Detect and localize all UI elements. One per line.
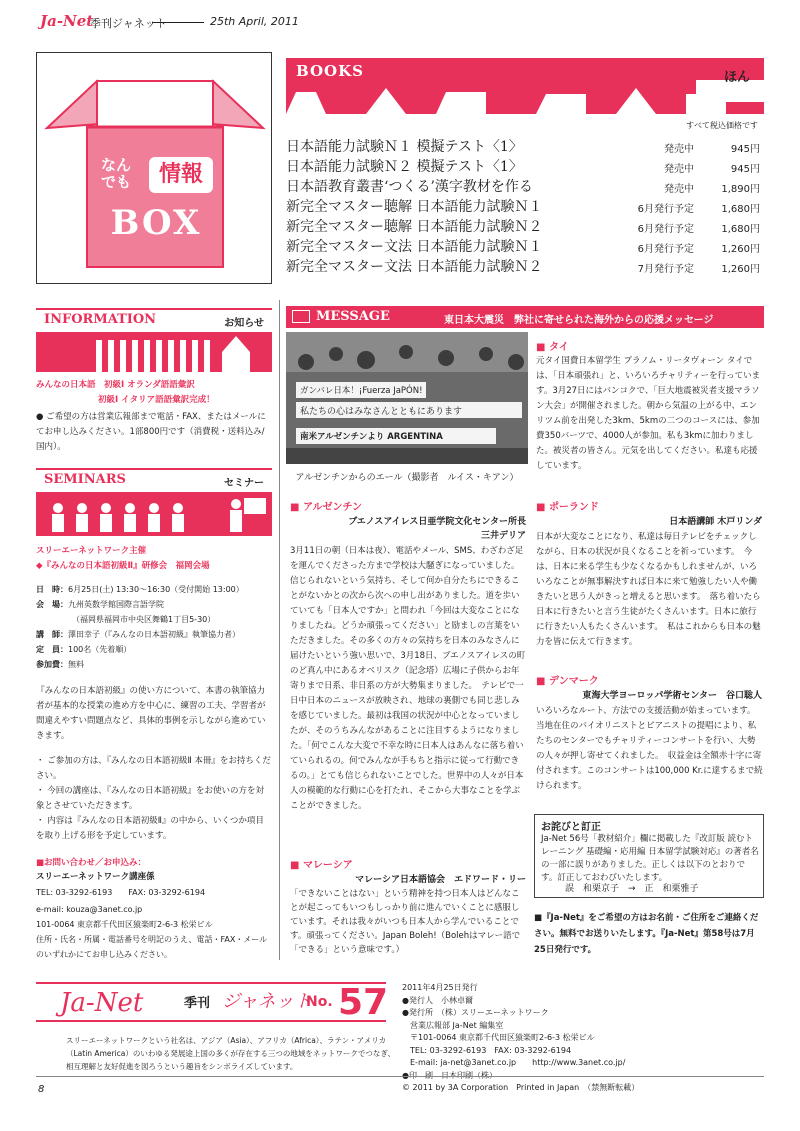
seminar-host: スリーエーネットワーク主催 [36,546,147,556]
seminar-bullet: ・ 内容は『みんなの日本語初級Ⅱ』の中から、いくつか項目を取り上げる形を予定しています。 [36,816,264,841]
detail-row [36,582,272,597]
book-status: 7月発行予定 [637,264,694,275]
seminar-event: ◆『みんなの日本語初級Ⅱ』研修会 福岡会場 [36,561,210,571]
imprint-line: © 2011 by 3A Corporation Printed in Japan （禁無断転載） [402,1083,640,1092]
photo-caption: アルゼンチンからのエール（撮影者 ルイス・キアン） [295,473,519,483]
imprint [402,982,762,1095]
malaysia-body: 「できないことはない」という精神を持つ日本人はどんなことが起こってもいつもしっかり前に進んでいくことに感服しています。それは我々がいつも日本人から学んでいることです。頑張ってください。Japan Boleh!（Bolehはマレー語で「できる」という意味です。） [290,889,521,955]
detail-label: 会 場： [36,600,68,609]
books-section [286,58,764,286]
argentina-author-2: 三井デリア [480,531,526,541]
contact-org: スリーエーネットワーク講座係 [36,872,155,882]
detail-row [36,612,272,627]
book-title: 日本語能力試験Ｎ２ 模擬テスト〈1〉 [286,159,523,175]
book-title: 日本語能力試験Ｎ１ 模擬テスト〈1〉 [286,139,523,155]
subscription-note: ■『Ja-Net』をご希望の方はお名前・ご住所をご連絡ください。無料でお送りいたします。『Ja-Net』第58号は7月25日発行です。 [534,913,759,955]
apology-box [534,814,764,898]
book-row [286,136,764,156]
imprint-line: TEL: 03-3292-6193 FAX: 03-3292-6194 [402,1045,572,1055]
footer-rule [36,1076,764,1077]
seminars-graphic [36,492,272,536]
argentina-photo [286,332,528,464]
detail-value: 6月25日(土) 13:30～16:30（受付開始 13:00） [68,585,244,594]
detail-row [36,642,272,657]
book-status: 6月発行予定 [637,204,694,215]
message-title: MESSAGE [316,309,390,324]
box-label-joho: 情報 [149,157,213,193]
apology-body: Ja-Net 56号「教材紹介」欄に掲載した『改訂版 読むトレーニング 基礎編・応用編 日本留学試験対応』の著者名の一部に誤りがありました。正しくは以下のとおりです。訂正しておわびいたします。 [541,834,759,883]
book-price: 1,260円 [721,264,760,275]
detail-row [36,597,272,612]
book-row [286,156,764,176]
detail-label: 定 員： [36,645,68,654]
denmark-body: いろいろなルート、方法での支援活動が始まっています。当地在住のバイオリニストとピアニストの提唱により、私たちのセンターでもチャリティーコンサートを行い、大勢の人々が押し寄せてくれました。 収益金は全額赤十字に寄付されます。このコンサートは100,000 Kr.に達するまで続けられます。 [536,706,763,791]
imprint-line[interactable]: E-mail: ja-net@3anet.co.jp http://www.3anet.co.jp/ [402,1058,626,1067]
seminar-details [36,582,272,672]
book-title: 新完全マスター聴解 日本語能力試験Ｎ２ [286,219,543,235]
photo-banner-1: ガンバレ日本！¡Fuerza JaPÓN! [300,386,423,396]
photo-banner-3: 南米アルゼンチンより ARGENTINA [300,432,443,442]
message-subtitle: 東日本大震災 弊社に寄せられた海外からの応援メッセージ [444,315,714,326]
thai-body: 元タイ国費日本留学生 プラノム・リータヴォーン タイでは、「日本頑張れ」と、いろいろチャリティーを行っています。3月27日にはバンコクで、「巨大地震被災者支援マラソン大会」が開催されました。朝から気温の上がる中、エンリツム前を出発した3km、5kmの二つのコースには、参加費350バーツで、4000人が参加。私も3kmに加わりました。被災者の皆さん。元気を出してください。私達も応援しています。 [536,356,761,471]
detail-label: 参加費： [36,660,68,669]
country-denmark: ■ デンマーク [536,672,599,687]
information-title-ja: お知らせ [224,318,264,329]
issue-no-label: No. [306,994,333,1010]
brand-kana: ジャネット [222,991,312,1012]
information-header [36,308,272,328]
country-argentina: ■ アルゼンチン [290,498,362,513]
book-price: 1,890円 [721,184,760,195]
books-title: BOOKS [296,62,364,80]
contact-email[interactable]: e-mail: kouza@3anet.co.jp [36,905,143,914]
country-poland: ■ ポーランド [536,498,599,513]
information-body: ● ご希望の方は営業広報部まで電話・FAX、またはメールにてお申し込みください。1部800円です（消費税・送料込み/国内）。 [36,412,266,452]
detail-value: 無料 [68,660,84,669]
detail-value: （福岡県福岡市中央区舞鶴1丁目5-30） [72,615,216,624]
imprint-line: 〒101-0064 東京都千代田区猿楽町2-6-3 松栄ビル [402,1033,595,1042]
seminars-title-ja: セミナー [224,478,264,489]
book-status: 発売中 [664,164,694,175]
contact-heading: ■お問い合わせ／お申込み： [36,858,147,868]
book-status: 6月発行予定 [637,244,694,255]
book-price: 1,680円 [721,224,760,235]
information-graphic [36,332,272,372]
detail-value: 100名（先着順） [68,645,132,654]
seminars-title: SEMINARS [44,472,126,487]
country-thai: ■ タイ [536,338,569,353]
apology-correction: 誤 和栗京子 → 正 和栗雅子 [565,884,699,894]
book-title: 新完全マスター聴解 日本語能力試験Ｎ１ [286,199,543,215]
box-label-nandemo: なんでも [101,156,132,191]
books-banner [286,58,764,114]
book-price: 945円 [730,164,760,175]
information-title: INFORMATION [44,312,157,327]
brand-kanji: 季刊 [184,996,211,1011]
imprint-line: ●印 刷 日本印刷（株） [402,1070,497,1080]
header-logo: Ja-Net [40,12,94,30]
book-row [286,196,764,216]
book-title: 新完全マスター文法 日本語能力試験Ｎ２ [286,259,543,275]
seminar-bullets [36,754,272,844]
contact-request: 住所・氏名・所属・電話番号を明記のうえ、電話・FAX・メールのいずれかにてお申し込みください。 [36,935,268,959]
detail-value: 九州英数学館国際言語学院 [68,600,164,609]
book-row [286,256,764,276]
header-publication: 季刊ジャネット [90,17,167,30]
malaysia-author: マレーシア日本語協会 エドワード・リー [355,875,526,885]
imprint-line: ●発行所 （株）スリーエーネットワーク [402,1008,549,1017]
detail-row [36,657,272,672]
seminar-bullet: ・ 今回の講座は、『みんなの日本語初級』をお使いの方を対象とさせていただきます。 [36,786,264,811]
price-note: すべて税込価格です [686,121,758,130]
book-price: 945円 [730,144,760,155]
argentina-author-1: ブエノスアイレス日亜学院文化センター所長 [348,517,526,527]
book-row [286,236,764,256]
contact-address: 101-0064 東京都千代田区猿楽町2-6-3 松栄ビル [36,920,213,929]
company-description: スリーエーネットワークという社名は、アジア（Asia）、アフリカ（Africa）、ラテン・アメリカ（Latin America）のいわゆる発展途上国の多くが存在する三つの地域をネットワークでつなぎ、相互理解と友好促進を図ろうという趣旨をシンボライズしています。 [66,1036,396,1071]
detail-label: 日 時： [36,585,68,594]
detail-row [36,627,272,642]
book-row [286,216,764,236]
footer-brand [36,982,389,1023]
poland-author: 日本語講師 木戸リンダ [669,517,762,527]
envelope-icon [292,310,310,323]
brand-logo: Ja-Net [60,988,144,1018]
imprint-line: 2011年4月25日発行 [402,983,478,992]
book-status: 6月発行予定 [637,224,694,235]
seminar-intro: 『みんなの日本語初級』の使い方について、本書の執筆協力者が基本的な授業の進め方を中心に、練習の工夫、学習者が間違えやすい問題点など、具体的事例を示しながら進めていきます。 [36,686,266,741]
seminar-bullet: ・ ご参加の方は、『みんなの日本語初級Ⅱ 本冊』をお持ちください。 [36,756,271,781]
book-title: 新完全マスター文法 日本語能力試験Ｎ１ [286,239,543,255]
header-date: 25th April, 2011 [210,15,299,28]
argentina-body: 3月11日の朝（日本は夜）、電話やメール、SMS、わざわざ足を運んでくださった方まで学校は大騒ぎになっていました。信じられないという気持ち、そして何か自分たちにできることがないかとの次から次への申し出がありました。道を歩いていても「日本人ですか」と問われ「今回は大変なことになりましたね。どうか頑張ってください」と励ましの言葉をいただきました。その多くの方々の気持ちを日本のみなさんに届けたいという強い思いで、3月18日、ブエノスアイレスの町のど真ん中にあるオベリスク（記念塔）広場に子供からお年寄りまで日系、非日系の方が大勢集まりました。 テレビで一日中日本のニュースが放映され、地球の裏側でも同じ悲しみを感じていました。最初は我国の状況が中心となっていましたが、そのうちみんながあることに注目するようになりました。「何でこんな大変で不幸な時に日本人はあんなに落ち着いていられるの。何でみんなが手もちと指示に従って行動できるの。」とても信じられないことでした。世界中の人々が日本人の模範的な行動に心を打たれ、そこから大事なことを学ぶことができました。 [290,546,526,811]
imprint-line: ●発行人 小林卓爾 [402,995,473,1005]
column-divider [279,300,280,960]
detail-label: 講 師： [36,630,68,639]
info-box-logo [36,52,272,284]
seminars-header [36,468,272,488]
country-malaysia: ■ マレーシア [290,856,353,871]
poland-body: 日本が大変なことになり、私達は毎日テレビをチェックしながら、日本の状況が良くなることを祈っています。 今は、日本に来る学生も少なくなるかもしれませんが、いろいろなことが無事解決すれば日本に来て勉強したい人や働きたいと思う人がきっと増えると思います。 落ち着いたら日本に行きたいと言う生徒がたくさんいます。日本に旅行に行きたい人もたくさんいます。 私はこれからも日本の魅力を皆に伝えて行きます。 [536,532,761,647]
page-number: 8 [38,1084,45,1095]
photo-banner-2: 私たちの心はみなさんとともにあります [300,407,463,417]
book-title: 日本語教育叢書‘つくる’漢字教材を作る [286,179,533,195]
book-status: 発売中 [664,184,694,195]
box-label-box: BOX [110,203,202,243]
message-banner [286,306,764,328]
books-title-ja: ほん [723,70,750,85]
information-headline-2: 初級Ⅰ イタリア語語彙訳完成！ [98,395,215,405]
issue-number: 57 [338,982,389,1023]
contact-tel-fax: TEL: 03-3292-6193 FAX: 03-3292-6194 [36,888,206,897]
denmark-author: 東海大学ヨーロッパ学術センター 谷口聡人 [582,691,762,701]
apology-title: お詫びと訂正 [541,822,601,833]
detail-value: 澤田幸子（『みんなの日本語初級』執筆協力者） [68,630,240,639]
page-header [40,12,760,32]
book-price: 1,680円 [721,204,760,215]
book-price: 1,260円 [721,244,760,255]
imprint-line: 営業広報部 Ja-Net 編集室 [402,1020,504,1030]
information-headline-1: みんなの日本語 初級Ⅰ オランダ語語彙訳 [36,380,195,390]
header-rule [152,22,204,23]
book-status: 発売中 [664,144,694,155]
book-row [286,176,764,196]
